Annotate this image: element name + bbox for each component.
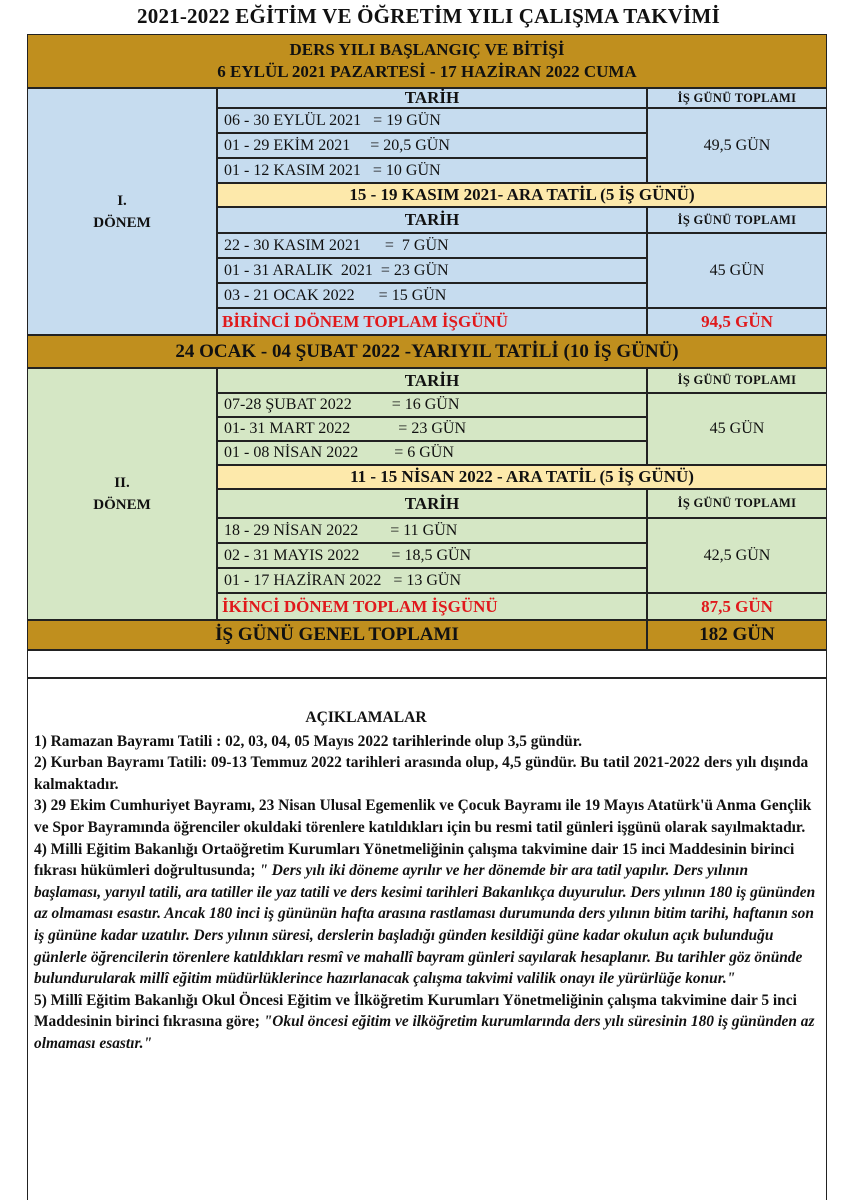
term1-p2-row: 03 - 21 OCAK 2022 = 15 GÜN (217, 283, 647, 308)
term2-roman: II. (114, 475, 130, 491)
term2-break: 11 - 15 NİSAN 2022 - ARA TATİL (5 İŞ GÜNÜ) (217, 465, 827, 489)
grand-total-value: 182 GÜN (647, 620, 827, 650)
term1-roman: I. (117, 192, 127, 209)
term1-p1-total: 49,5 GÜN (647, 108, 827, 183)
term1-break: 15 - 19 KASIM 2021- ARA TATİL (5 İŞ GÜNÜ) (217, 183, 827, 207)
term1-p2-date-header: TARİH (217, 207, 647, 233)
term2-p2-total: 42,5 GÜN (647, 518, 827, 593)
term1-p2-total-header: İŞ GÜNÜ TOPLAMI (647, 207, 827, 233)
term2-p1-total-header: İŞ GÜNÜ TOPLAMI (647, 368, 827, 393)
note-5-intro: 5) Millî Eğitim Bakanlığı Okul Öncesi Eğitim ve İlköğretim Kurumları Yönetmeliğinin çalışma takvimine dair 5 inci Maddesinin birinci fıkrasına göre; (34, 991, 797, 1031)
term2-p2-row: 01 - 17 HAZİRAN 2022 = 13 GÜN (217, 568, 647, 593)
empty-row (27, 650, 827, 678)
term2-p1-row: 01- 31 MART 2022 = 23 GÜN (217, 417, 647, 441)
term1-p2-row: 01 - 31 ARALIK 2021 = 23 GÜN (217, 258, 647, 283)
term2-p2-date-header: TARİH (217, 489, 647, 518)
term1-p1-date-header: TARİH (217, 88, 647, 108)
term1-word: DÖNEM (93, 214, 151, 231)
term2-sum-label: İKİNCİ DÖNEM TOPLAM İŞGÜNÜ (217, 593, 647, 620)
year-header-dates: 6 EYLÜL 2021 PAZARTESİ - 17 HAZİRAN 2022 CUMA (217, 62, 637, 81)
term1-p1-total-header: İŞ GÜNÜ TOPLAMI (647, 88, 827, 108)
term2-p2-row: 18 - 29 NİSAN 2022 = 11 GÜN (217, 518, 647, 543)
note-4-quote: " Ders yılı iki döneme ayrılır ve her dönemde bir ara tatil yapılır. Ders yılının başlaması, yarıyıl tatili, ara tatiller ile yaz tatili ve ders kesimi tarihleri Bakanlıkça duyurulur. Ders yılının 180 iş gününden az olmaması esastır. Ancak 180 inci iş gününün hafta arasına rastlaması durumunda ders yılının bitim tarihi, haftanın son iş gününe kadar uzatılır. Ders yılının süresi, derslerin başladığı günden kesildiği güne kadar okulun açık bulunduğu günlerle öğrencilerin törenlere katıldıkları resmî ve mahallî bayram günleri sayılarak hesaplanır. Bu tarihler göz önünde bulundurularak millî eğitim müdürlüklerince hazırlanacak çalışma takvimi valilik onayı ile yürürlüğe konur." (34, 862, 816, 988)
term2-label (27, 368, 217, 620)
note-4 (34, 839, 818, 990)
term2-p2-total-header: İŞ GÜNÜ TOPLAMI (647, 489, 827, 518)
term1-p1-row: 06 - 30 EYLÜL 2021 = 19 GÜN (217, 108, 647, 133)
term2-p2-row: 02 - 31 MAYIS 2022 = 18,5 GÜN (217, 543, 647, 568)
note-4-intro: 4) Milli Eğitim Bakanlığı Ortaöğretim Kurumları Yönetmeliğinin çalışma takvimine dair 15 inci Maddesinin birinci fıkrası hükümleri doğrultusunda; (34, 840, 795, 880)
term1-p2-total: 45 GÜN (647, 233, 827, 308)
notes-heading: AÇIKLAMALAR (305, 709, 427, 726)
term2-p1-row: 07-28 ŞUBAT 2022 = 16 GÜN (217, 393, 647, 417)
semester-break: 24 OCAK - 04 ŞUBAT 2022 -YARIYIL TATİLİ (10 İŞ GÜNÜ) (27, 335, 827, 368)
term2-p1-date-header: TARİH (217, 368, 647, 393)
page-title: 2021-2022 EĞİTİM VE ÖĞRETİM YILI ÇALIŞMA TAKVİMİ (137, 4, 720, 28)
term1-p2-row: 22 - 30 KASIM 2021 = 7 GÜN (217, 233, 647, 258)
note-2: 2) Kurban Bayramı Tatili: 09-13 Temmuz 2022 tarihleri arasında olup, 4,5 gündür. Bu tatil 2021-2022 ders yılı dışında kalmaktadır. (34, 754, 809, 793)
term2-p1-row: 01 - 08 NİSAN 2022 = 6 GÜN (217, 441, 647, 465)
year-header-title: DERS YILI BAŞLANGIÇ VE BİTİŞİ (289, 40, 565, 59)
term1-label (27, 88, 217, 335)
note-5 (34, 990, 818, 1055)
term2-p1-total: 45 GÜN (647, 393, 827, 465)
term1-p1-row: 01 - 29 EKİM 2021 = 20,5 GÜN (217, 133, 647, 158)
year-header (27, 34, 827, 88)
note-3: 3) 29 Ekim Cumhuriyet Bayramı, 23 Nisan Ulusal Egemenlik ve Çocuk Bayramı ile 19 Mayıs Atatürk'ü Anma Gençlik ve Spor Bayramında öğrenciler okuldaki törenlere katıldıkları için bu resmi tatil günleri işgünü olarak sayılmaktadır. (34, 797, 812, 836)
grand-total-label: İŞ GÜNÜ GENEL TOPLAMI (27, 620, 647, 650)
note-5-quote: "Okul öncesi eğitim ve ilköğretim kurumlarında ders yılı süresinin 180 iş gününden az olmaması esastır." (34, 1013, 815, 1052)
term1-sum-label: BİRİNCİ DÖNEM TOPLAM İŞGÜNÜ (217, 308, 647, 335)
term2-word: DÖNEM (93, 497, 151, 513)
term1-sum-value: 94,5 GÜN (647, 308, 827, 335)
term2-sum-value: 87,5 GÜN (647, 593, 827, 620)
notes-section (27, 678, 827, 1200)
note-1: 1) Ramazan Bayramı Tatili : 02, 03, 04, 05 Mayıs 2022 tarihlerinde olup 3,5 gündür. (34, 732, 582, 750)
term1-p1-row: 01 - 12 KASIM 2021 = 10 GÜN (217, 158, 647, 183)
